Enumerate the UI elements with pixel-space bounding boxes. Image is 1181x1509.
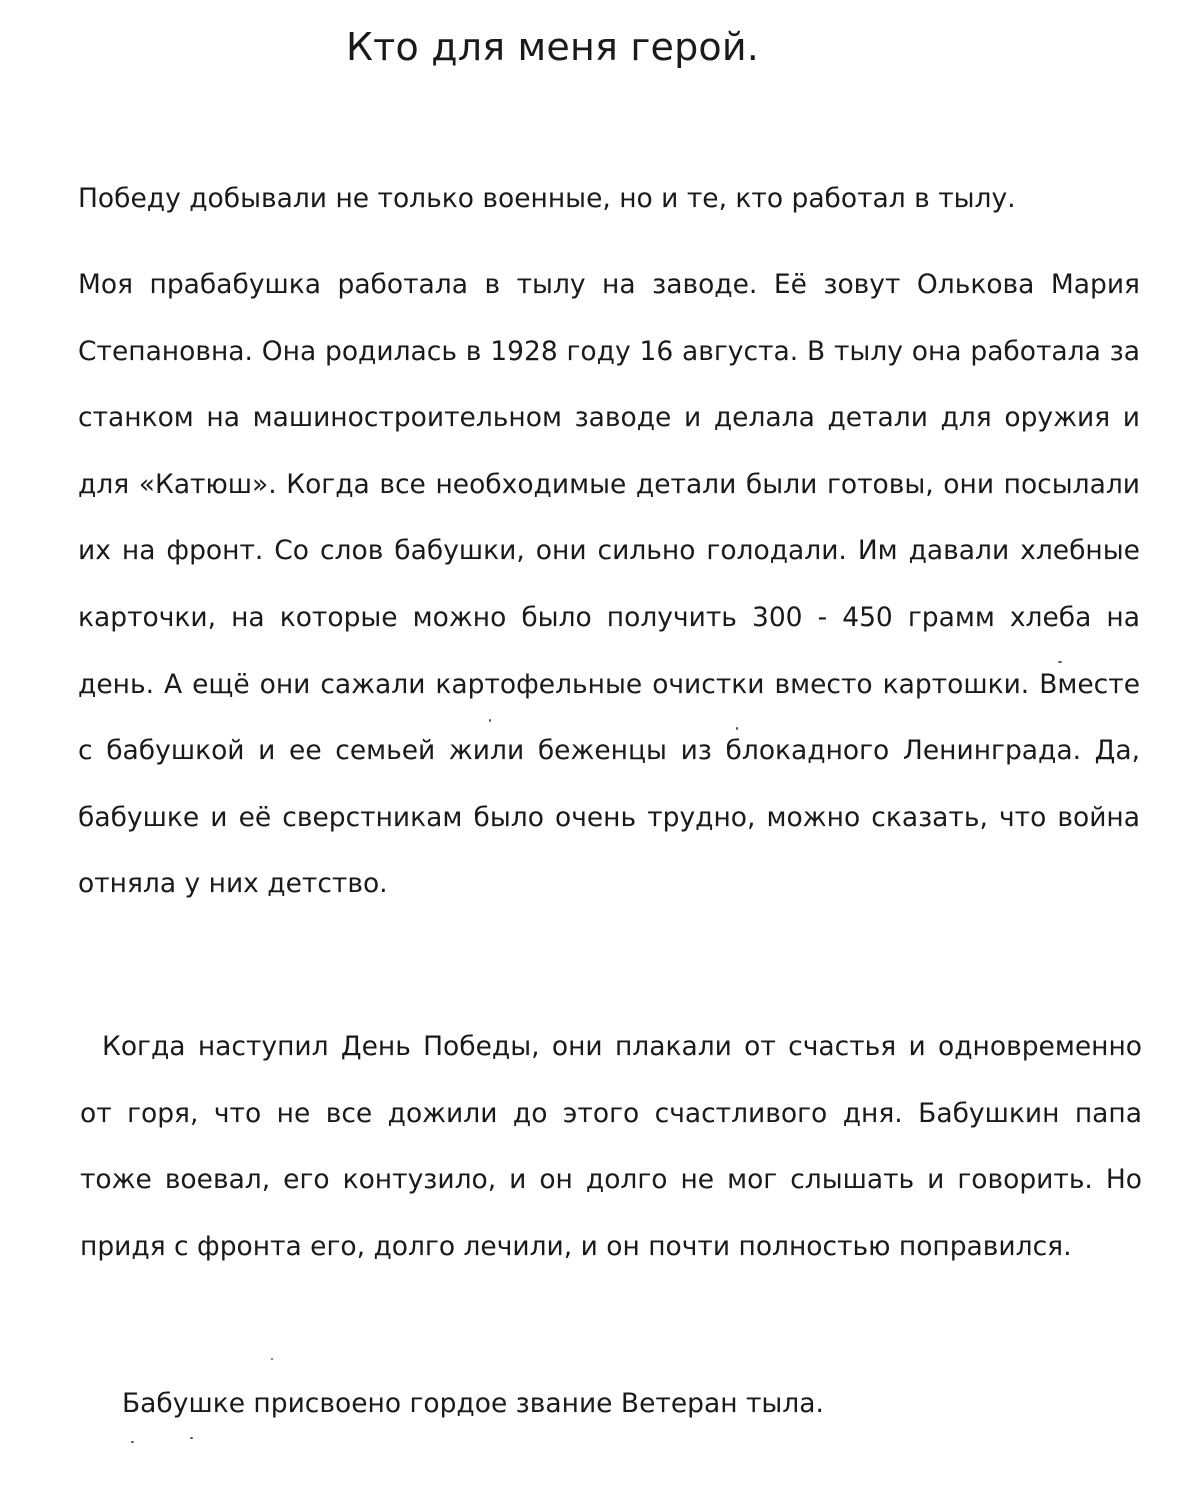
scan-speck — [489, 719, 491, 722]
paragraph-great-grandmother: Моя прабабушка работала в тылу на заводе. Её зовут Олькова Мария Степановна. Она родилась в 1928 году 16 августа. В тылу она работала за станком на машиностроительном заводе и делала детали для оружия и для «Катюш». Когда все необходимые детали были готовы, они посылали их на фронт. Со слов бабушки, они сильно голодали. Им давали хлебные карточки, на которые можно было получить 300 - 450 грамм хлеба на день. А ещё они сажали картофельные очистки вместо картошки. Вместе с бабушкой и ее семьей жили беженцы из блокадного Ленинграда. Да, бабушке и её сверстникам было очень трудно, можно сказать, что война отняла у них детство. — [78, 269, 1140, 900]
scan-speck — [271, 1358, 273, 1360]
scan-speck — [736, 727, 738, 730]
document-title: Кто для меня герой. — [346, 25, 760, 69]
scan-speck — [131, 1441, 134, 1443]
scan-speck — [190, 1437, 193, 1439]
paragraph-victory-day: Когда наступил День Победы, они плакали от счастья и одновременно от горя, что не все дожили до этого счастливого дня. Бабушкин папа тоже воевал, его контузило, и он долго не мог слышать и говорить. Но придя с фронта его, долго лечили, и он почти полностью поправился. — [80, 1031, 1142, 1262]
scan-speck — [1058, 661, 1062, 663]
paragraph-veteran-title: Бабушке присвоено гордое звание Ветеран тыла. — [122, 1388, 824, 1419]
paragraph-intro: Победу добывали не только военные, но и те, кто работал в тылу. — [78, 183, 1016, 214]
